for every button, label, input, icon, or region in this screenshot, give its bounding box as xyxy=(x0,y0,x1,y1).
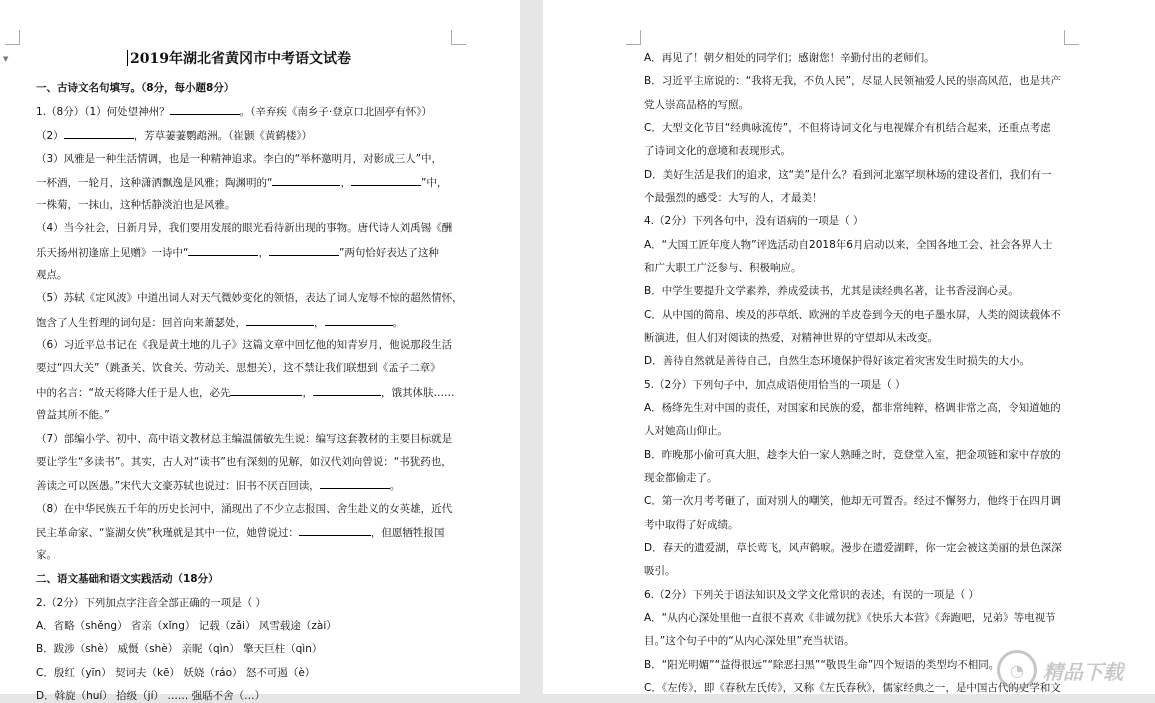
fill-in-blank[interactable] xyxy=(320,478,390,489)
line-text: 家。 xyxy=(36,549,57,561)
left-page-line xyxy=(36,596,266,610)
line-text: C．大型文化节目“经典咏流传”，不但将诗词文化与电视媒介有机结合起来，还重点考虑 xyxy=(644,122,1051,134)
left-page-line xyxy=(36,525,444,540)
right-page-line xyxy=(644,494,1061,508)
line-text: ，芳草萋萋鹦鹉洲。（崔颢《黄鹤楼》） xyxy=(133,130,313,142)
line-text: ， xyxy=(314,317,325,329)
line-text: 2019年湖北省黄冈市中考语文试卷 xyxy=(130,51,351,67)
line-text: 5.（2分）下列句子中，加点成语使用恰当的一项是（ ） xyxy=(644,379,906,391)
fill-in-blank[interactable] xyxy=(170,104,240,115)
left-page-line xyxy=(36,268,68,282)
line-text: （8）在中华民族五千年的历史长河中，涌现出了不少立志报国、舍生赴义的女英雄，近代 xyxy=(36,503,453,515)
line-text: A．再见了！朝夕相处的同学们；感谢您！辛勤付出的老师们。 xyxy=(644,52,935,64)
right-page-line xyxy=(644,378,906,392)
line-text: C．第一次月考考砸了，面对别人的嘲笑，他却无可置否。经过不懈努力，他终于在四月调 xyxy=(644,495,1061,507)
margin-corner-mark xyxy=(5,30,20,45)
line-text: 个最强烈的感受：大写的人，才最美！ xyxy=(644,192,823,204)
line-text: D．善待自然就是善待自己，自然生态环境保护得好该定着灾害发生时损失的大小。 xyxy=(644,355,1031,367)
fill-in-blank[interactable] xyxy=(269,245,339,256)
fill-in-blank[interactable] xyxy=(351,175,421,186)
left-page-line xyxy=(36,198,236,212)
line-text: 和广大职工广泛参与、积极响应。 xyxy=(644,262,802,274)
line-text: 了诗词文化的意境和表现形式。 xyxy=(644,145,791,157)
line-text: 目。”这个句子中的“从内心深处里”充当状语。 xyxy=(644,635,855,647)
document-page-right xyxy=(543,0,1155,694)
line-text: ， xyxy=(340,177,351,189)
left-page-line xyxy=(36,642,322,656)
line-text: 观点。 xyxy=(36,269,68,281)
left-page-line xyxy=(36,478,400,493)
right-page-line xyxy=(644,634,855,648)
right-page-line xyxy=(644,74,1061,88)
left-page-line xyxy=(36,502,452,516)
right-page-line xyxy=(644,471,718,485)
line-text: ，但愿牺牲报国 xyxy=(370,527,445,539)
right-page-line xyxy=(644,424,728,438)
right-page-line xyxy=(644,168,1051,182)
text-cursor xyxy=(127,50,128,66)
document-page-left xyxy=(0,0,520,702)
line-text: C．从中国的简帛、埃及的莎草纸、欧洲的羊皮卷到今天的电子墨水屏，人类的阅读载体不 xyxy=(644,309,1061,321)
line-text: 现金都偷走了。 xyxy=(644,472,718,484)
left-page-line xyxy=(36,221,452,235)
right-page-line xyxy=(644,121,1051,135)
line-text: ”两句恰好表达了这种 xyxy=(338,247,439,259)
line-text: （4）当今社会，日新月异，我们要用发展的眼光看待新出现的事物。唐代诗人刘禹锡《酬 xyxy=(36,222,453,234)
line-text: B．“阳光明媚”“益得很远”“除恶扫黑”“敬畏生命”四个短语的类型均不相同。 xyxy=(644,659,1000,671)
right-page-line xyxy=(644,658,999,672)
line-text: 一株菊，一抹山，这种恬静淡泊也是风雅。 xyxy=(36,199,236,211)
circle-logo-icon: ◔ xyxy=(997,650,1037,690)
right-page-line xyxy=(644,354,1030,368)
right-page-line xyxy=(644,238,1052,252)
line-text: 。（辛弃疾《南乡子·登京口北固亭有怀》） xyxy=(239,106,432,118)
watermark-text: 精品下载 xyxy=(1043,659,1123,684)
line-text: A．杨绛先生对中国的责任，对国家和民族的爱，都非常纯粹，格调非常之高，令知道她的 xyxy=(644,402,1061,414)
fill-in-blank[interactable] xyxy=(64,128,134,139)
fill-in-blank[interactable] xyxy=(188,245,258,256)
left-page-line xyxy=(36,361,441,375)
line-text: 饱含了人生哲理的词句是：回首向来萧瑟处， xyxy=(36,317,246,329)
right-page-line xyxy=(644,214,864,228)
left-page-line xyxy=(36,128,312,143)
left-page-line xyxy=(36,619,337,633)
line-text: 善读之可以医愚。”宋代大文豪苏轼也说过：旧书不厌百回读， xyxy=(36,480,320,492)
line-text: D．美好生活是我们的追求，这“美”是什么？看到河北塞罕坝林场的建设者们，我们有一 xyxy=(644,169,1052,181)
line-text: B．中学生要提升文学素养，养成爱读书，尤其是读经典名著，让书香浸润心灵。 xyxy=(644,285,1019,297)
line-text: 。 xyxy=(392,317,403,329)
line-text: A．省略（shěng） 省亲（xǐng） 记载（zǎi） 风雪载途（zài） xyxy=(36,620,337,632)
right-page-line xyxy=(644,144,791,158)
fill-in-blank[interactable] xyxy=(325,315,393,326)
right-page-line xyxy=(644,588,979,602)
right-page-line xyxy=(644,448,1061,462)
line-text: ， xyxy=(258,247,269,259)
line-text: ，饿其体肤…… xyxy=(380,387,455,399)
line-text: 中的名言：“故天将降大任于是人也，必先 xyxy=(36,387,231,399)
line-text: 党人崇高品格的写照。 xyxy=(644,99,749,111)
margin-corner-mark xyxy=(626,30,641,45)
line-text: ”中， xyxy=(420,177,448,189)
line-text: 曾益其所不能。” xyxy=(36,409,110,421)
line-text: ， xyxy=(302,387,313,399)
left-page-line xyxy=(130,52,351,66)
line-text: B．昨晚那小偷可真大胆，趁李大伯一家人熟睡之时，竞登堂入室，把金项链和家中存放的 xyxy=(644,449,1061,461)
line-text: 考中取得了好成绩。 xyxy=(644,519,739,531)
right-page-line xyxy=(644,51,935,65)
line-text: 4.（2分）下列各句中，没有语病的一项是（ ） xyxy=(644,215,864,227)
fill-in-blank[interactable] xyxy=(246,315,314,326)
left-page-line xyxy=(36,689,265,703)
line-text: 6.（2分）下列关于语法知识及文学文化常识的表述，有误的一项是（ ） xyxy=(644,589,980,601)
fill-in-blank[interactable] xyxy=(313,385,381,396)
left-page-line xyxy=(36,432,452,446)
left-page-line xyxy=(36,455,452,469)
line-text: （6）习近平总书记在《我是黄土地的儿子》这篇文章中回忆他的知青岁月，他说那段生活 xyxy=(36,339,453,351)
line-text: （3）风雅是一种生活情调，也是一种精神追求。李白的“举杯邀明月，对影成三人”中， xyxy=(36,153,443,165)
fill-in-blank[interactable] xyxy=(230,385,302,396)
left-page-line xyxy=(36,152,442,166)
left-page-line xyxy=(36,81,234,95)
line-text: （2） xyxy=(36,130,64,142)
left-page-line xyxy=(36,548,57,562)
left-page-line xyxy=(36,245,439,260)
left-page-line xyxy=(36,408,110,422)
margin-corner-mark xyxy=(1064,30,1079,45)
line-text: 民主革命家、“鉴湖女侠”秋瑾就是其中一位，她曾说过： xyxy=(36,527,299,539)
line-text: 要让学生“多读书”。其实，古人对“读书”也有深刻的见解，如汉代刘向曾说：“书犹药也， xyxy=(36,456,452,468)
line-text: （7）部编小学、初中、高中语文教材总主编温儒敏先生说：编写这套教材的主要目标就是 xyxy=(36,433,453,445)
line-text: D．春天的遗爱湖，草长莺飞，风声鹤唳。漫步在遗爱湖畔，你一定会被这美丽的景色深深 xyxy=(644,542,1062,554)
left-page-line xyxy=(36,666,315,680)
right-page-line xyxy=(644,284,1019,298)
left-page-line xyxy=(36,175,447,190)
line-text: 1.（8分）（1）何处望神州？ xyxy=(36,106,170,118)
right-page-line xyxy=(644,518,739,532)
line-text: 2.（2分）下列加点字注音全部正确的一项是（ ） xyxy=(36,597,267,609)
left-page-line xyxy=(36,315,403,330)
line-text: 吸引。 xyxy=(644,565,676,577)
watermark xyxy=(997,648,1147,692)
right-page-line xyxy=(644,191,823,205)
fill-in-blank[interactable] xyxy=(272,175,340,186)
left-page-line xyxy=(36,291,463,305)
right-page-line xyxy=(644,331,938,345)
line-text: B．习近平主席说的：“我将无我，不负人民”，尽显人民领袖爱人民的崇高风范，也是共产 xyxy=(644,75,1062,87)
left-page-line xyxy=(36,385,454,400)
line-text: B．跋涉（shè） 威慑（shè） 亲昵（qìn） 擎天巨柱（qìn） xyxy=(36,643,323,655)
collapse-arrow-icon[interactable]: ▼ xyxy=(3,55,9,63)
right-page-line xyxy=(644,98,749,112)
line-text: 一、古诗文名句填写。（8分，每小题8分） xyxy=(36,82,235,94)
right-page-line xyxy=(644,261,802,275)
right-page-line xyxy=(644,541,1062,555)
line-text: A．“大国工匠年度人物”评选活动自2018年6月启动以来，全国各地工会、社会各界人士 xyxy=(644,239,1053,251)
line-text: C．《左传》，即《春秋左氏传》，又称《左氏春秋》，儒家经典之一，是中国古代的史学和文 xyxy=(644,682,1061,694)
line-text: 人对她高山仰止。 xyxy=(644,425,728,437)
right-page-line xyxy=(644,401,1061,415)
line-text: C．殷红（yīn） 契诃夫（kē） 妖娆（ráo） 怒不可遏（è） xyxy=(36,667,316,679)
line-text: （5）苏轼《定风波》中道出词人对天气微妙变化的领悟，表达了词人宠辱不惊的超然情怀， xyxy=(36,292,463,304)
left-page-line xyxy=(36,338,452,352)
line-text: A．“从内心深处里他一直很不喜欢《非诚勿扰》《快乐大本营》《奔跑吧，兄弟》等电视节 xyxy=(644,612,1056,624)
line-text: 二、语文基础和语文实践活动（18分） xyxy=(36,573,219,585)
margin-corner-mark xyxy=(451,30,466,45)
line-text: 要过“四大关”（跳蚤关、饮食关、劳动关、思想关），这不禁让我们联想到《孟子二章》 xyxy=(36,362,441,374)
right-page-line xyxy=(644,611,1056,625)
right-page-line xyxy=(644,564,676,578)
left-page-line xyxy=(36,104,432,119)
right-page-line xyxy=(644,308,1061,322)
line-text: 。 xyxy=(389,480,401,492)
line-text: 一杯酒，一轮月，这种潇洒飘逸是风雅；陶渊明的“ xyxy=(36,177,273,189)
line-text: 乐天扬州初逢席上见赠》一诗中“ xyxy=(36,247,189,259)
line-text: D．斡旋（huí） 拾级（jí） …… 强聒不舍（…） xyxy=(36,690,266,702)
line-text: 断演进，但人们对阅读的热爱，对精神世界的守望却从未改变。 xyxy=(644,332,938,344)
fill-in-blank[interactable] xyxy=(299,525,371,536)
left-page-line xyxy=(36,572,219,586)
